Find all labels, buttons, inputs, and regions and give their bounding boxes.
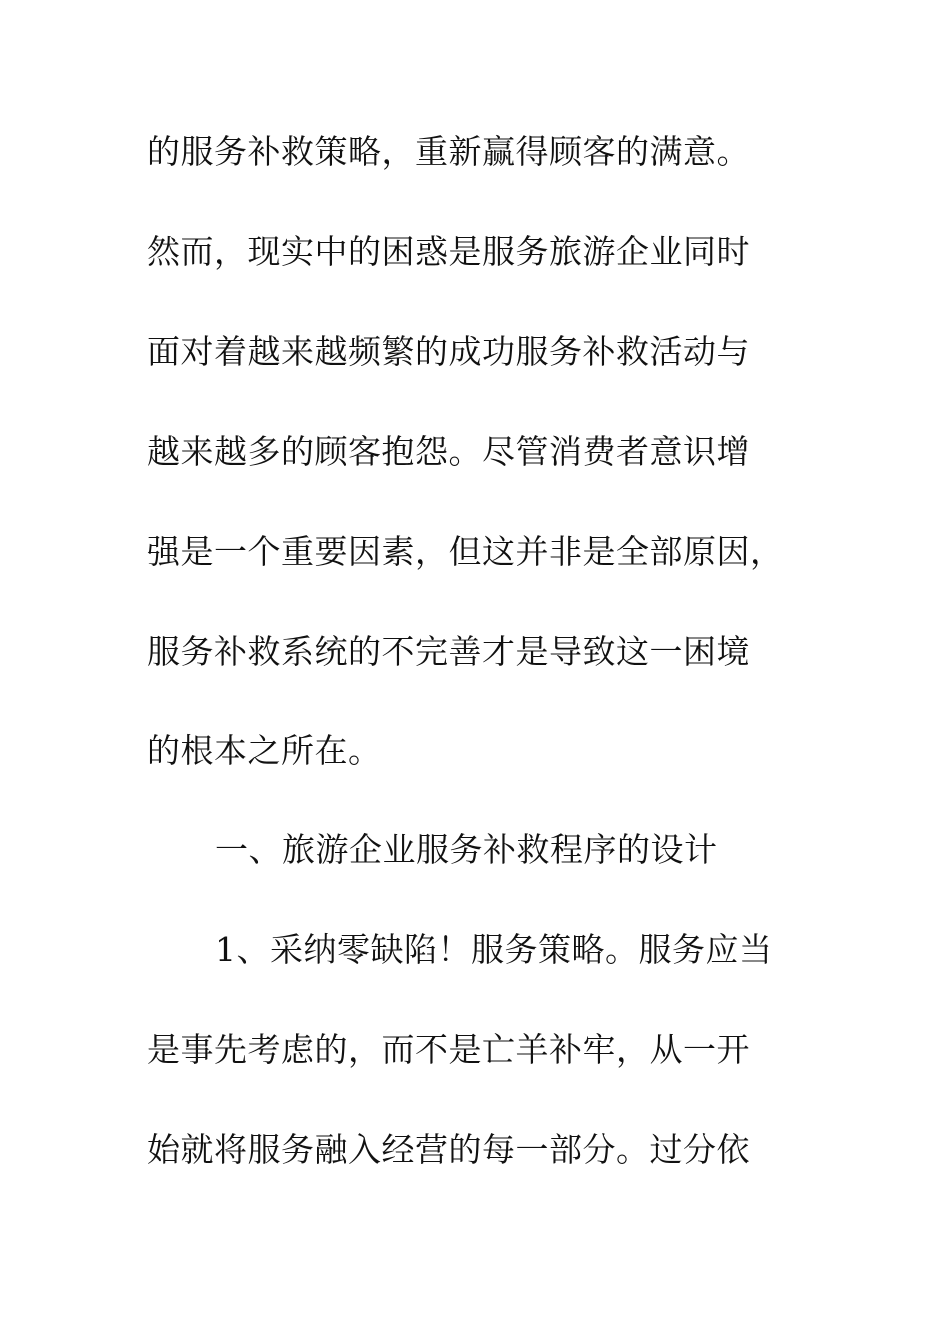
paragraph-line-4: 越来越多的顾客抱怨。尽管消费者意识增 xyxy=(147,432,750,471)
paragraph-line-7: 的根本之所在。 xyxy=(147,731,382,770)
paragraph-line-3: 面对着越来越频繁的成功服务补救活动与 xyxy=(147,332,750,371)
section-heading: 一、旅游企业服务补救程序的设计 xyxy=(215,830,718,869)
paragraph-line-5: 强是一个重要因素，但这并非是全部原因， xyxy=(147,532,784,571)
paragraph-line-11: 始就将服务融入经营的每一部分。过分依 xyxy=(147,1130,750,1169)
paragraph-line-2: 然而，现实中的困惑是服务旅游企业同时 xyxy=(147,232,750,271)
paragraph-line-6: 服务补救系统的不完善才是导致这一困境 xyxy=(147,632,750,671)
paragraph-line-9: 1、采纳零缺陷！服务策略。服务应当 xyxy=(215,930,773,969)
paragraph-line-10: 是事先考虑的，而不是亡羊补牢，从一开 xyxy=(147,1030,750,1069)
paragraph-line-1: 的服务补救策略，重新赢得顾客的满意。 xyxy=(147,132,750,171)
